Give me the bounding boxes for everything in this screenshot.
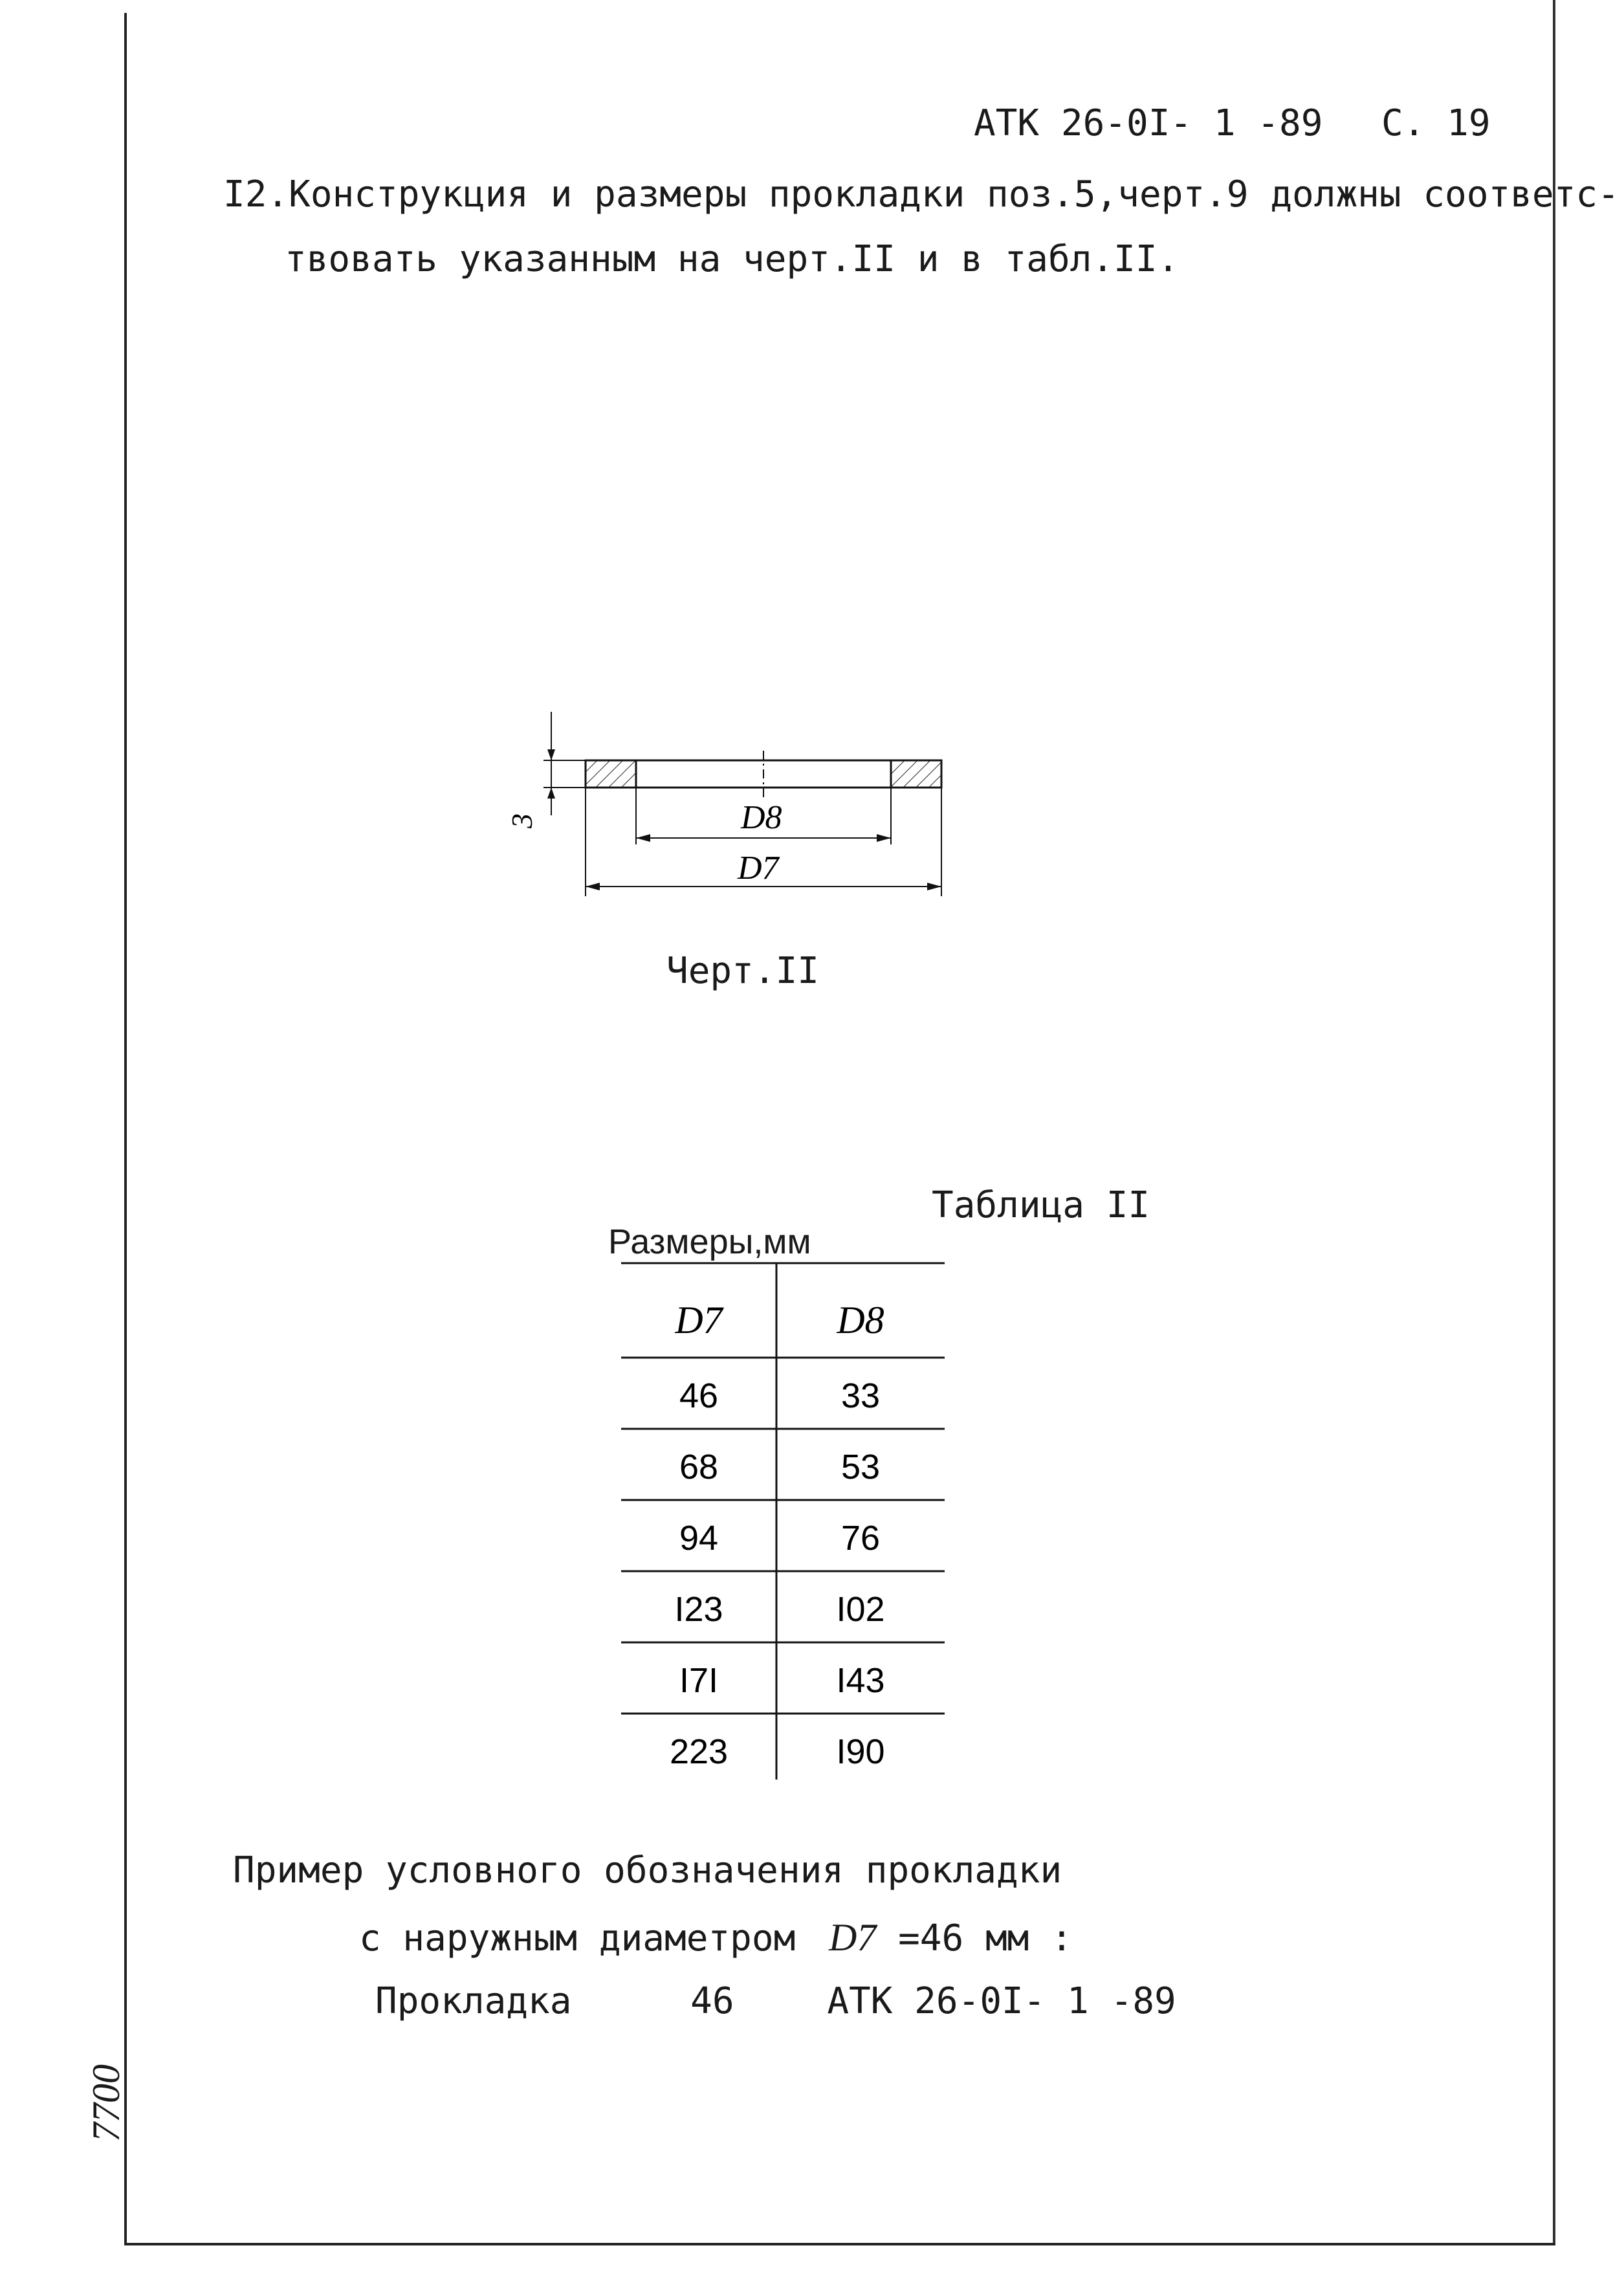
drawing-caption: Черт.II bbox=[666, 950, 820, 992]
margin-note: 7700 bbox=[85, 2064, 127, 2142]
paragraph-line-2: твовать указанным на черт.II и в табл.II. bbox=[285, 238, 1180, 280]
thickness-label: 3 bbox=[505, 813, 538, 828]
table-cell-d8: 33 bbox=[840, 1376, 881, 1415]
example-line-1: Пример условного обозначения прокладки bbox=[233, 1849, 1062, 1891]
table-cell-d7: 94 bbox=[679, 1519, 719, 1558]
example-value: =46 мм : bbox=[898, 1917, 1073, 1959]
document-code: АТК 26-0I- 1 -89 bbox=[974, 102, 1323, 144]
example-line-2 bbox=[359, 1915, 1073, 1960]
example-size: 46 bbox=[690, 1980, 734, 2022]
example-code: АТК 26-0I- 1 -89 bbox=[827, 1980, 1176, 2022]
d8-label: D8 bbox=[741, 799, 782, 836]
paragraph-line-1: I2.Конструкция и размеры прокладки поз.5,черт.9 должны соответс- bbox=[223, 173, 1619, 215]
gasket-section-left bbox=[586, 760, 636, 788]
table-cell-d8: 76 bbox=[840, 1519, 881, 1558]
table-cell-d7: 68 bbox=[679, 1448, 719, 1486]
table-units-label: Размеры,мм bbox=[608, 1222, 811, 1261]
gasket-section-right bbox=[891, 760, 941, 788]
table-cell-d8: 53 bbox=[840, 1448, 881, 1486]
gasket-drawing bbox=[492, 699, 958, 919]
example-text: с наружным диаметром bbox=[359, 1917, 796, 1959]
dimensions-table bbox=[621, 1262, 958, 1792]
table-cell-d7: I23 bbox=[674, 1590, 723, 1629]
frame-right-border bbox=[1553, 0, 1555, 2245]
example-word: Прокладка bbox=[375, 1980, 572, 2022]
table-cell-d7: 46 bbox=[679, 1376, 719, 1415]
example-symbol: D7 bbox=[829, 1916, 877, 1959]
table-cell-d7: I7I bbox=[679, 1661, 719, 1700]
table-cell-d8: I90 bbox=[836, 1732, 885, 1771]
example-line-3 bbox=[375, 1980, 1176, 2022]
table-header-d7: D7 bbox=[675, 1299, 723, 1341]
frame-bottom-border bbox=[124, 2243, 1555, 2245]
table-cell-d8: I02 bbox=[836, 1590, 885, 1629]
table-cell-d8: I43 bbox=[836, 1661, 885, 1700]
page-number: С. 19 bbox=[1381, 102, 1491, 144]
frame-left-border bbox=[124, 13, 127, 2245]
table-cell-d7: 223 bbox=[669, 1732, 729, 1771]
d7-label: D7 bbox=[738, 850, 779, 887]
table-title: Таблица II bbox=[932, 1184, 1150, 1226]
table-header-d8: D8 bbox=[837, 1299, 884, 1341]
